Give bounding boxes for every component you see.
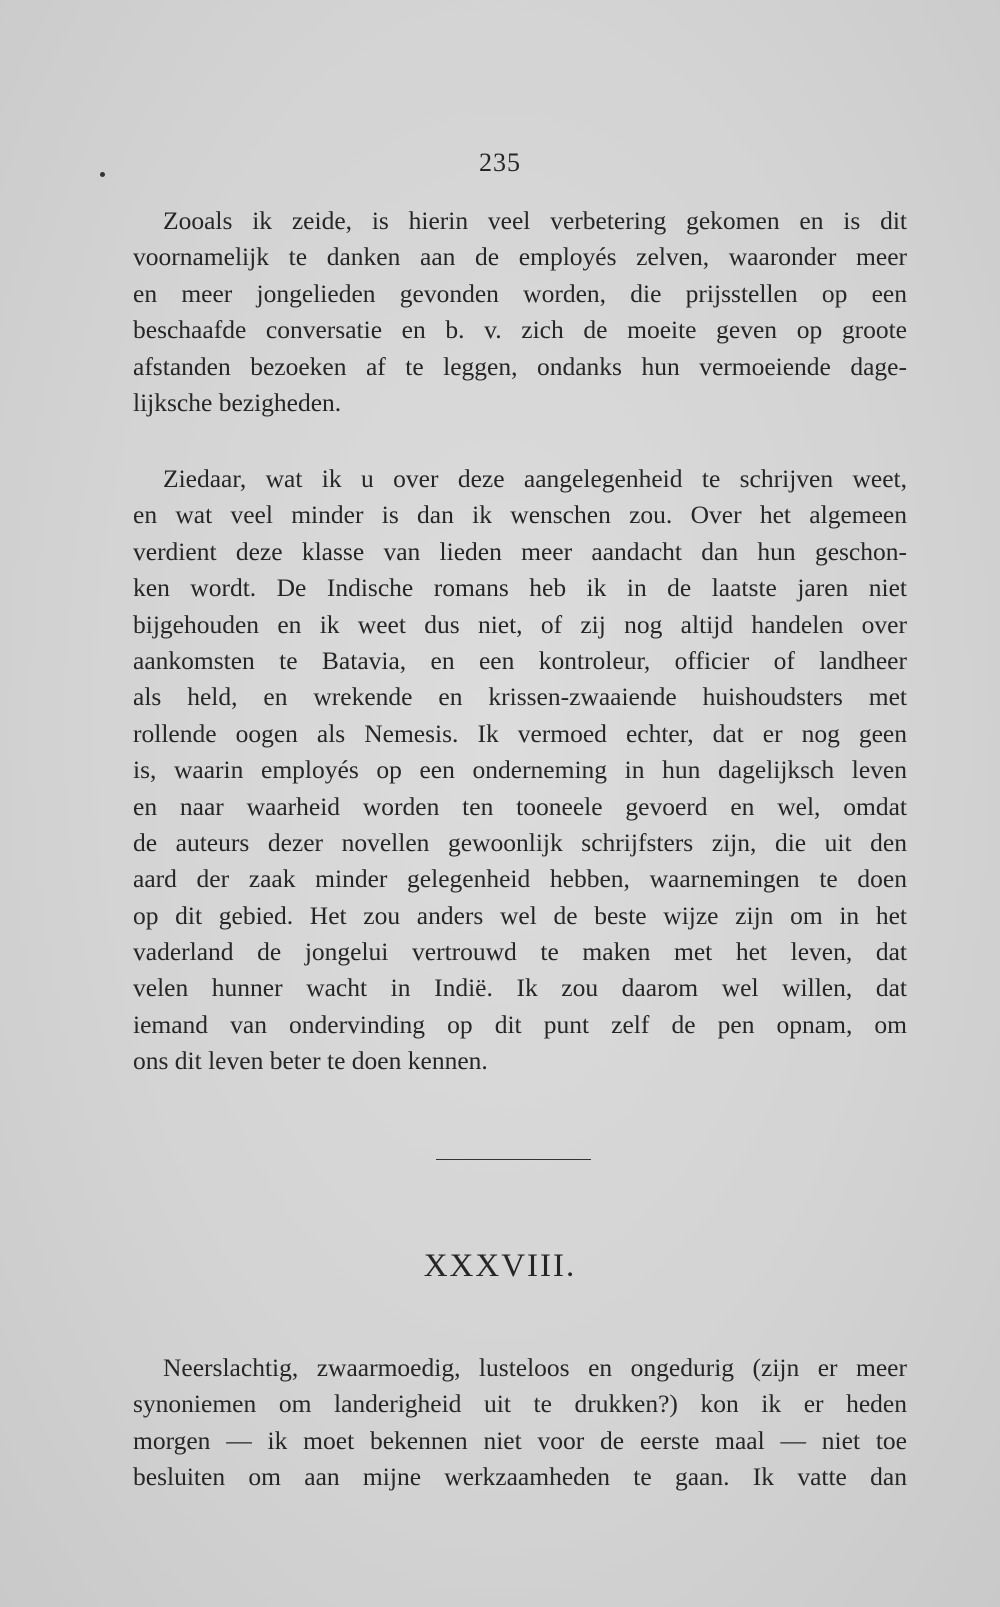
text-line: velen hunner wacht in Indië. Ik zou daarom wel willen, dat [133, 973, 907, 1003]
text-line: op dit gebied. Het zou anders wel de beste wijze zijn om in het [133, 900, 907, 930]
paragraph-1 [133, 203, 907, 421]
text-line: rollende oogen als Nemesis. Ik vermoed echter, dat er nog geen [133, 718, 907, 748]
text-line: verdient deze klasse van lieden meer aandacht dan hun geschon- [133, 536, 907, 566]
paragraph-2 [133, 461, 907, 1080]
text-line: beschaafde conversatie en b. v. zich de moeite geven op groote [133, 315, 907, 345]
chapter-heading: XXXVIII. [423, 1248, 577, 1284]
text-line: en naar waarheid worden ten tooneele gevoerd en wel, omdat [133, 791, 907, 821]
section-divider [436, 1159, 591, 1160]
text-line: voornamelijk te danken aan de employés zelven, waaronder meer [133, 242, 907, 272]
paragraph-3 [133, 1350, 907, 1496]
text-line: Zooals ik zeide, is hierin veel verbetering gekomen en is dit [163, 206, 907, 235]
text-line: Ziedaar, wat ik u over deze aangelegenheid te schrijven weet, [163, 464, 907, 493]
text-line: vaderland de jongelui vertrouwd te maken met het leven, dat [133, 937, 907, 967]
text-line: is, waarin employés op een onderneming in hun dagelijksch leven [133, 755, 907, 785]
page-number: 235 [479, 148, 521, 177]
text-line: ken wordt. De Indische romans heb ik in de laatste jaren niet [133, 573, 907, 603]
text-line: de auteurs dezer novellen gewoonlijk schrijfsters zijn, die uit den [133, 827, 907, 857]
text-line: lijksche bezigheden. [133, 387, 342, 417]
text-line: aankomsten te Batavia, en een kontroleur, officier of landheer [133, 645, 907, 675]
text-line: afstanden bezoeken af te leggen, ondanks hun vermoeiende dage- [133, 351, 907, 381]
text-line: iemand van ondervinding op dit punt zelf de pen opnam, om [133, 1009, 907, 1039]
text-line: ons dit leven beter te doen kennen. [133, 1046, 488, 1076]
text-line: en wat veel minder is dan ik wenschen zou. Over het algemeen [133, 500, 907, 530]
text-line: morgen — ik moet bekennen niet voor de eerste maal — niet toe [133, 1425, 907, 1455]
text-line: synoniemen om landerigheid uit te drukken?) kon ik er heden [133, 1389, 907, 1419]
text-line: aard der zaak minder gelegenheid hebben, waarnemingen te doen [133, 864, 907, 894]
text-line: als held, en wrekende en krissen-zwaaiende huishoudsters met [133, 682, 907, 712]
text-line: Neerslachtig, zwaarmoedig, lusteloos en ongedurig (zijn er meer [163, 1353, 907, 1382]
text-line: en meer jongelieden gevonden worden, die prijsstellen op een [133, 278, 907, 308]
text-line: bijgehouden en ik weet dus niet, of zij nog altijd handelen over [133, 609, 907, 639]
text-line: besluiten om aan mijne werkzaamheden te gaan. Ik vatte dan [133, 1462, 907, 1492]
